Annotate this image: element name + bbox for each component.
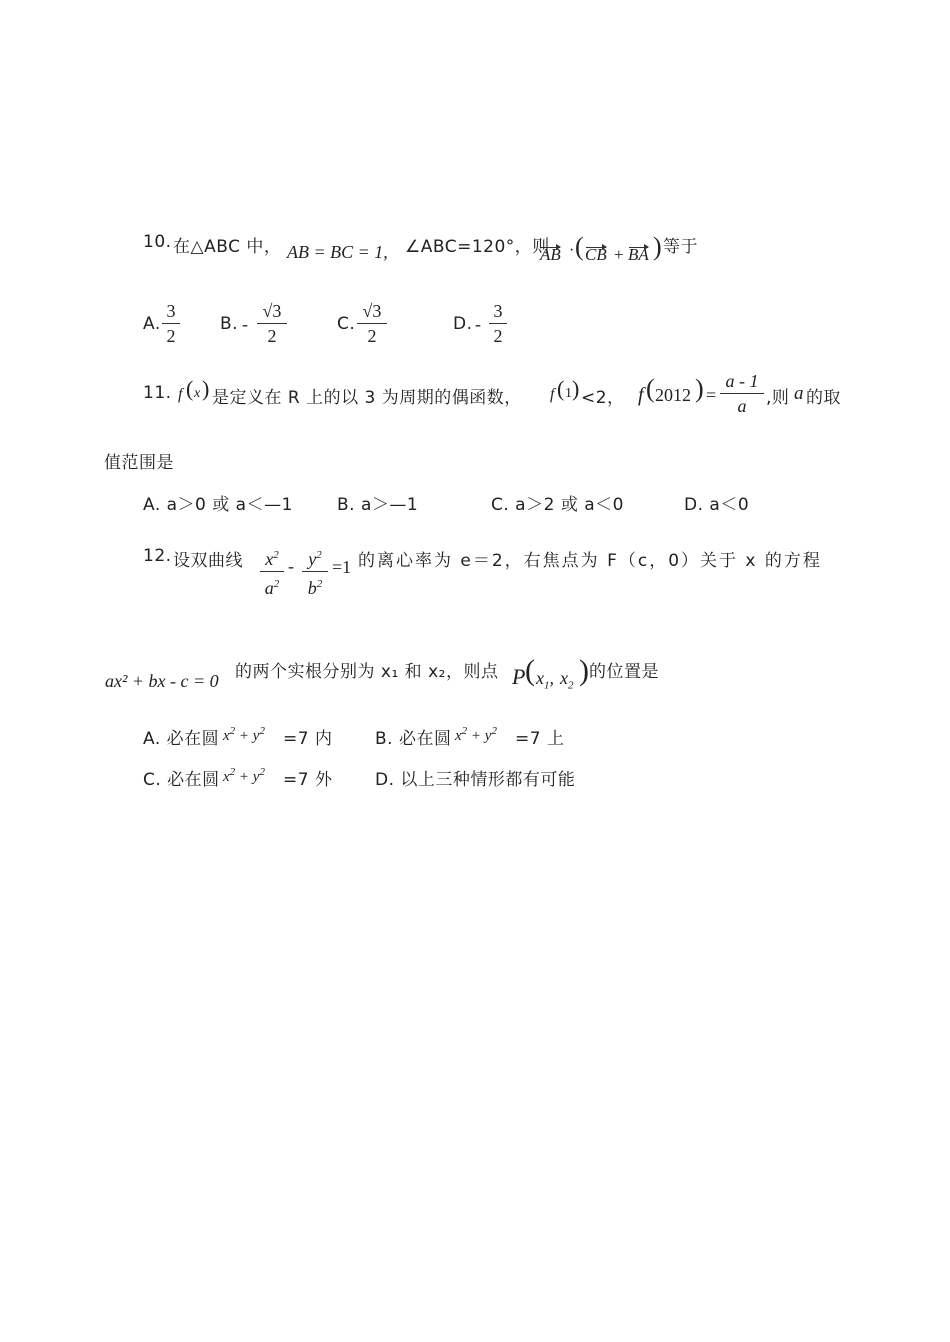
q12-option-b-circle: $x^2 + y^2$ [455, 725, 497, 744]
q10-option-b-sign: - [242, 314, 248, 334]
q10-option-d-label: D. [453, 314, 473, 334]
q11-option-b: B. a＞—1 [337, 495, 419, 515]
q12-x1: $x_1$, [536, 668, 554, 692]
q12-stem-b: 的离心率为 e＝2，右焦点为 F（c，0）关于 x 的方程 [358, 551, 822, 571]
q11-paren2-close: ) [695, 374, 704, 403]
q11-equals: = [706, 385, 717, 405]
q11-tail-b: 的取 [806, 388, 841, 408]
vector-cb: CB [585, 245, 607, 264]
q12-fraction-x: $x^2$ $a^2$ [260, 544, 284, 599]
q10-option-d-fraction: 3 2 [489, 300, 507, 347]
q11-option-a: A. a＞0 或 a＜—1 [143, 495, 293, 515]
q11-stem: 是定义在 R 上的以 3 为周期的偶函数， [212, 388, 522, 408]
vector-ba: BA [628, 245, 649, 264]
q10-tail: 等于 [663, 237, 698, 257]
vector-ab: AB [540, 245, 561, 264]
q12-stem-d: 的位置是 [589, 662, 659, 682]
q11-paren1-close: ) [572, 376, 580, 401]
q10-option-c-fraction: √3 2 [357, 300, 387, 347]
q12-x2: $x_2$ [560, 668, 574, 692]
q10-vector-ab [540, 245, 561, 265]
q11-paren-close: ) [202, 376, 210, 401]
q11-paren-open: ( [186, 376, 194, 401]
q11-x: x [194, 386, 201, 401]
q12-option-b-label: B. 必在圆 [375, 729, 452, 749]
q12-option-a-circle: $x^2 + y^2$ [223, 725, 265, 744]
q12-paren-open: ( [525, 654, 535, 687]
q12-stem-a: 设双曲线 [173, 551, 243, 571]
q12-number: 12. [143, 546, 172, 566]
q11-paren1-open: ( [557, 376, 565, 401]
q11-tail-a: ,则 [766, 388, 790, 408]
q10-right-paren: ) [653, 232, 662, 261]
q11-paren2-open: ( [646, 374, 655, 403]
q12-paren-close: ) [579, 654, 589, 687]
q10-equation: AB = BC = 1, [287, 242, 388, 262]
q10-option-c-label: C. [337, 314, 356, 334]
q11-a: a [794, 383, 804, 404]
q10-option-b-label: B. [220, 314, 239, 334]
q11-number: 11. [143, 383, 172, 403]
q10-angle: ∠ABC=120°，则 [405, 237, 550, 257]
q10-plus: + [614, 245, 624, 264]
q12-option-c-label: C. 必在圆 [143, 770, 220, 790]
q11-line2: 值范围是 [104, 453, 174, 473]
q11-option-c: C. a＞2 或 a＜0 [491, 495, 624, 515]
q10-stem: 在△ABC 中， [173, 237, 282, 257]
q12-option-b-tail: =7 上 [515, 729, 565, 749]
q10-option-a-label: A. [143, 314, 161, 334]
q11-one: 1 [565, 386, 572, 401]
q12-option-d: D. 以上三种情形都有可能 [375, 770, 576, 790]
q12-option-a-tail: =7 内 [283, 729, 333, 749]
q12-fraction-y: $y^2$ $b^2$ [302, 544, 328, 599]
q11-f1: f [550, 386, 555, 403]
q10-option-d-sign: - [475, 314, 481, 334]
q11-f2: f [638, 384, 644, 406]
q10-option-a-fraction: 3 2 [162, 300, 180, 347]
q12-option-a-label: A. 必在圆 [143, 729, 220, 749]
q12-stem-c: 的两个实根分别为 x₁ 和 x₂，则点 [235, 662, 499, 682]
q11-option-d: D. a＜0 [684, 495, 750, 515]
q10-number: 10. [143, 232, 172, 252]
q10-option-b-fraction: √3 2 [257, 300, 287, 347]
q12-option-c-tail: =7 外 [283, 770, 333, 790]
q12-minus: - [288, 556, 294, 576]
q12-eq1: =1 [332, 557, 352, 577]
q10-left-paren: ( [575, 232, 584, 261]
q12-option-c-circle: $x^2 + y^2$ [223, 766, 265, 785]
q11-fraction: a - 1 a [720, 370, 764, 417]
q11-f: f [178, 386, 183, 403]
q11-year: 2012 [655, 385, 691, 405]
q12-point-p: P [512, 664, 526, 689]
q10-vector-ba [628, 245, 649, 265]
q10-vector-cb [585, 245, 607, 265]
q12-quadratic: ax² + bx - c = 0 [105, 671, 219, 691]
q11-lt2: <2， [581, 388, 625, 408]
q10-dot: · [569, 242, 575, 259]
